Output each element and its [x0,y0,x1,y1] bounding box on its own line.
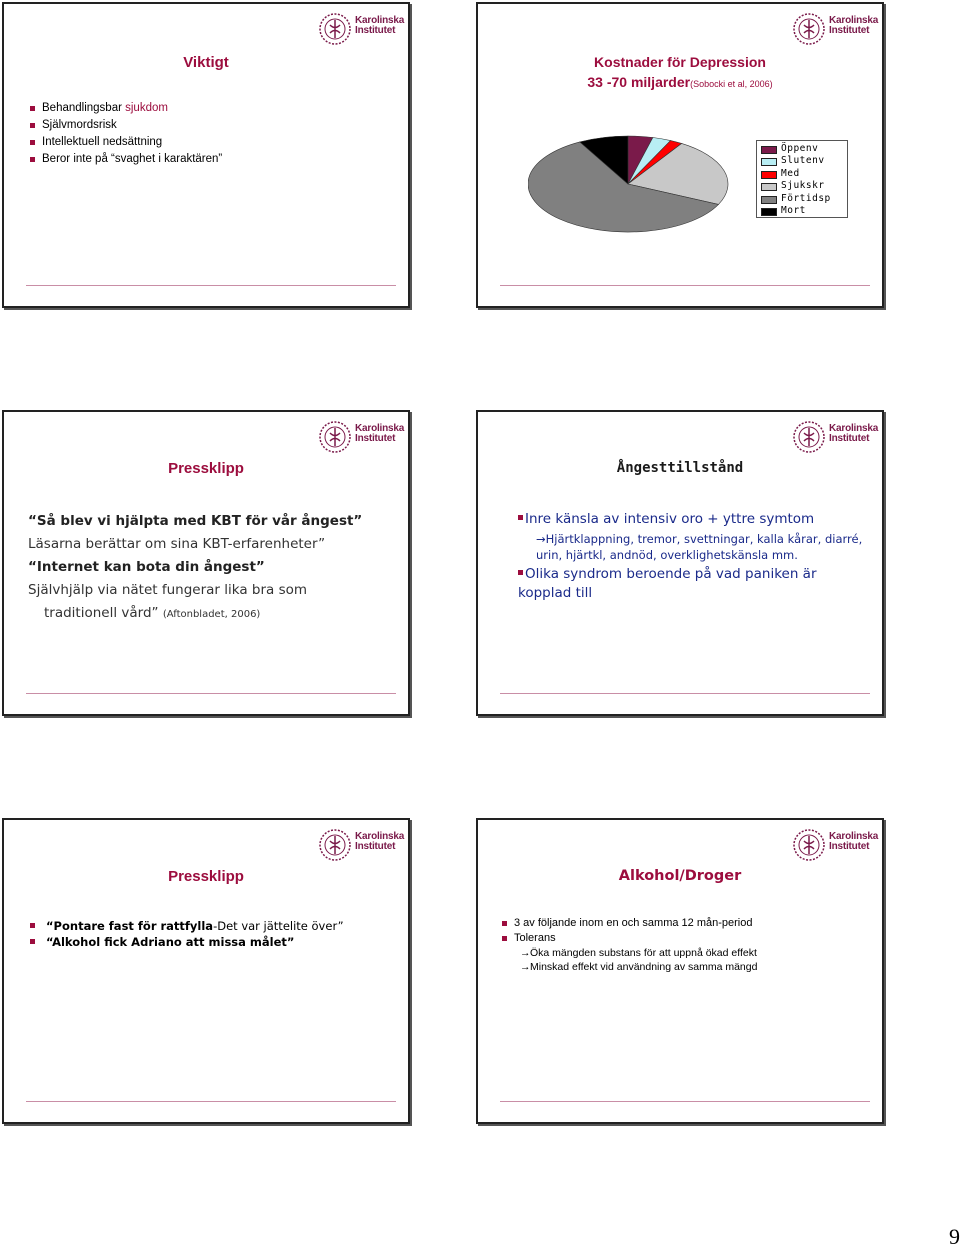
logo-line2: Institutet [829,25,870,36]
slide-title: Ångesttillstånd [616,460,744,476]
logo-line1: Karolinska [829,423,879,434]
slide-pressklipp-alkohol [2,818,410,1124]
legend-item [761,155,843,167]
logo-line1: Karolinska [355,423,405,434]
legend-swatch [761,158,777,166]
legend-label: Slutenv [781,155,825,167]
legend-label: Sjukskr [781,180,825,192]
seal-icon [792,420,826,454]
logo-line2: Institutet [829,841,870,852]
list-item: Tolerans [500,931,752,946]
legend-swatch [761,196,777,204]
list-item: “Alkohol fick Adriano att missa målet” [28,934,344,950]
footer-divider [26,285,396,286]
arrow-right-icon: → [536,532,546,546]
karolinska-logo [318,418,405,458]
slide-alkohol-droger [476,818,884,1124]
bullet-list [28,100,222,168]
press-text [28,510,398,626]
headline-3: “Internet kan bota din ångest” [28,559,265,575]
slide-title: Pressklipp [168,868,244,885]
angest-text [518,510,872,603]
legend-label: Mort [781,204,806,216]
seal-icon [318,828,352,862]
legend-label: Förtidsp [781,192,831,204]
footer-divider [500,285,870,286]
pie-chart [528,132,788,242]
headline-1: “Så blev vi hjälpta med KBT för vår ångest” [28,513,363,529]
logo-line2: Institutet [829,433,870,444]
legend-swatch [761,183,777,191]
list-item: “Pontare fast för rattfylla-Det var jättelite över” [28,918,344,934]
karolinska-logo [318,10,405,50]
footer-divider [500,693,870,694]
slide-pressklipp-kbt [2,410,410,716]
headline-4: Självhjälp via nätet fungerar lika bra som [28,582,308,598]
chart-subtitle: 33 -70 miljarder(Sobocki et al, 2006) [587,74,773,90]
legend-item [761,143,843,155]
legend-label: Öppenv [781,143,819,154]
legend-item [761,180,843,192]
slide-title: Pressklipp [168,460,244,477]
karolinska-logo [792,418,879,458]
list-item: Behandlingsbar sjukdom [28,100,222,117]
seal-icon [792,12,826,46]
list-item: 3 av följande inom en och samma 12 mån-period [500,916,752,931]
legend-item [761,168,843,180]
legend-swatch [761,208,777,216]
slide-title: Alkohol/Droger [618,868,742,884]
seal-icon [792,828,826,862]
logo-line1: Karolinska [829,831,879,842]
arrow-right-icon: → [520,961,531,973]
logo-line1: Karolinska [829,15,879,26]
point-1: Inre känsla av intensiv oro + yttre symtom [518,510,872,529]
legend-label: Med [781,167,800,179]
logo-line1: Karolinska [355,15,405,26]
headline-5: traditionell vård” (Aftonbladet, 2006) [44,605,261,621]
point-2: Olika syndrom beroende på vad paniken är kopplad till [518,566,817,601]
logo-line2: Institutet [355,25,396,36]
karolinska-logo [792,826,879,866]
legend-item [761,205,843,217]
chart-title: Kostnader för Depression [594,54,766,70]
slide-kostnader [476,2,884,308]
karolinska-logo [792,10,879,50]
logo-line2: Institutet [355,433,396,444]
arrow-right-icon: → [520,947,531,959]
chart-legend [756,140,848,218]
slide-title: Viktigt [183,54,229,71]
list-item: Självmordsrisk [28,117,222,134]
sub-list [500,946,757,974]
karolinska-logo [318,826,405,866]
slide-angesttillstand [476,410,884,716]
list-item: → Minskad effekt vid användning av samma mängd [520,961,758,973]
sub-point-1: →Hjärtklappning, tremor, svettningar, kalla kårar, diarré, urin, hjärtkl, andnöd, overklighetskänsla mm. [536,532,863,562]
list-item: Beror inte på “svaghet i karaktären” [28,151,222,168]
logo-line1: Karolinska [355,831,405,842]
footer-divider [500,1101,870,1102]
footer-divider [26,1101,396,1102]
list-item: Intellektuell nedsättning [28,134,222,151]
footer-divider [26,693,396,694]
seal-icon [318,12,352,46]
headline-2: Läsarna berättar om sina KBT-erfarenheter” [28,536,326,552]
logo-line2: Institutet [355,841,396,852]
legend-item [761,193,843,205]
seal-icon [318,420,352,454]
page-number: 9 [949,1224,960,1249]
legend-swatch [761,146,777,154]
legend-swatch [761,171,777,179]
bullet-list [500,916,752,946]
list-item: → Öka mängden substans för att uppnå ökad effekt [520,947,757,959]
bullet-list [28,918,344,950]
slide-viktigt [2,2,410,308]
